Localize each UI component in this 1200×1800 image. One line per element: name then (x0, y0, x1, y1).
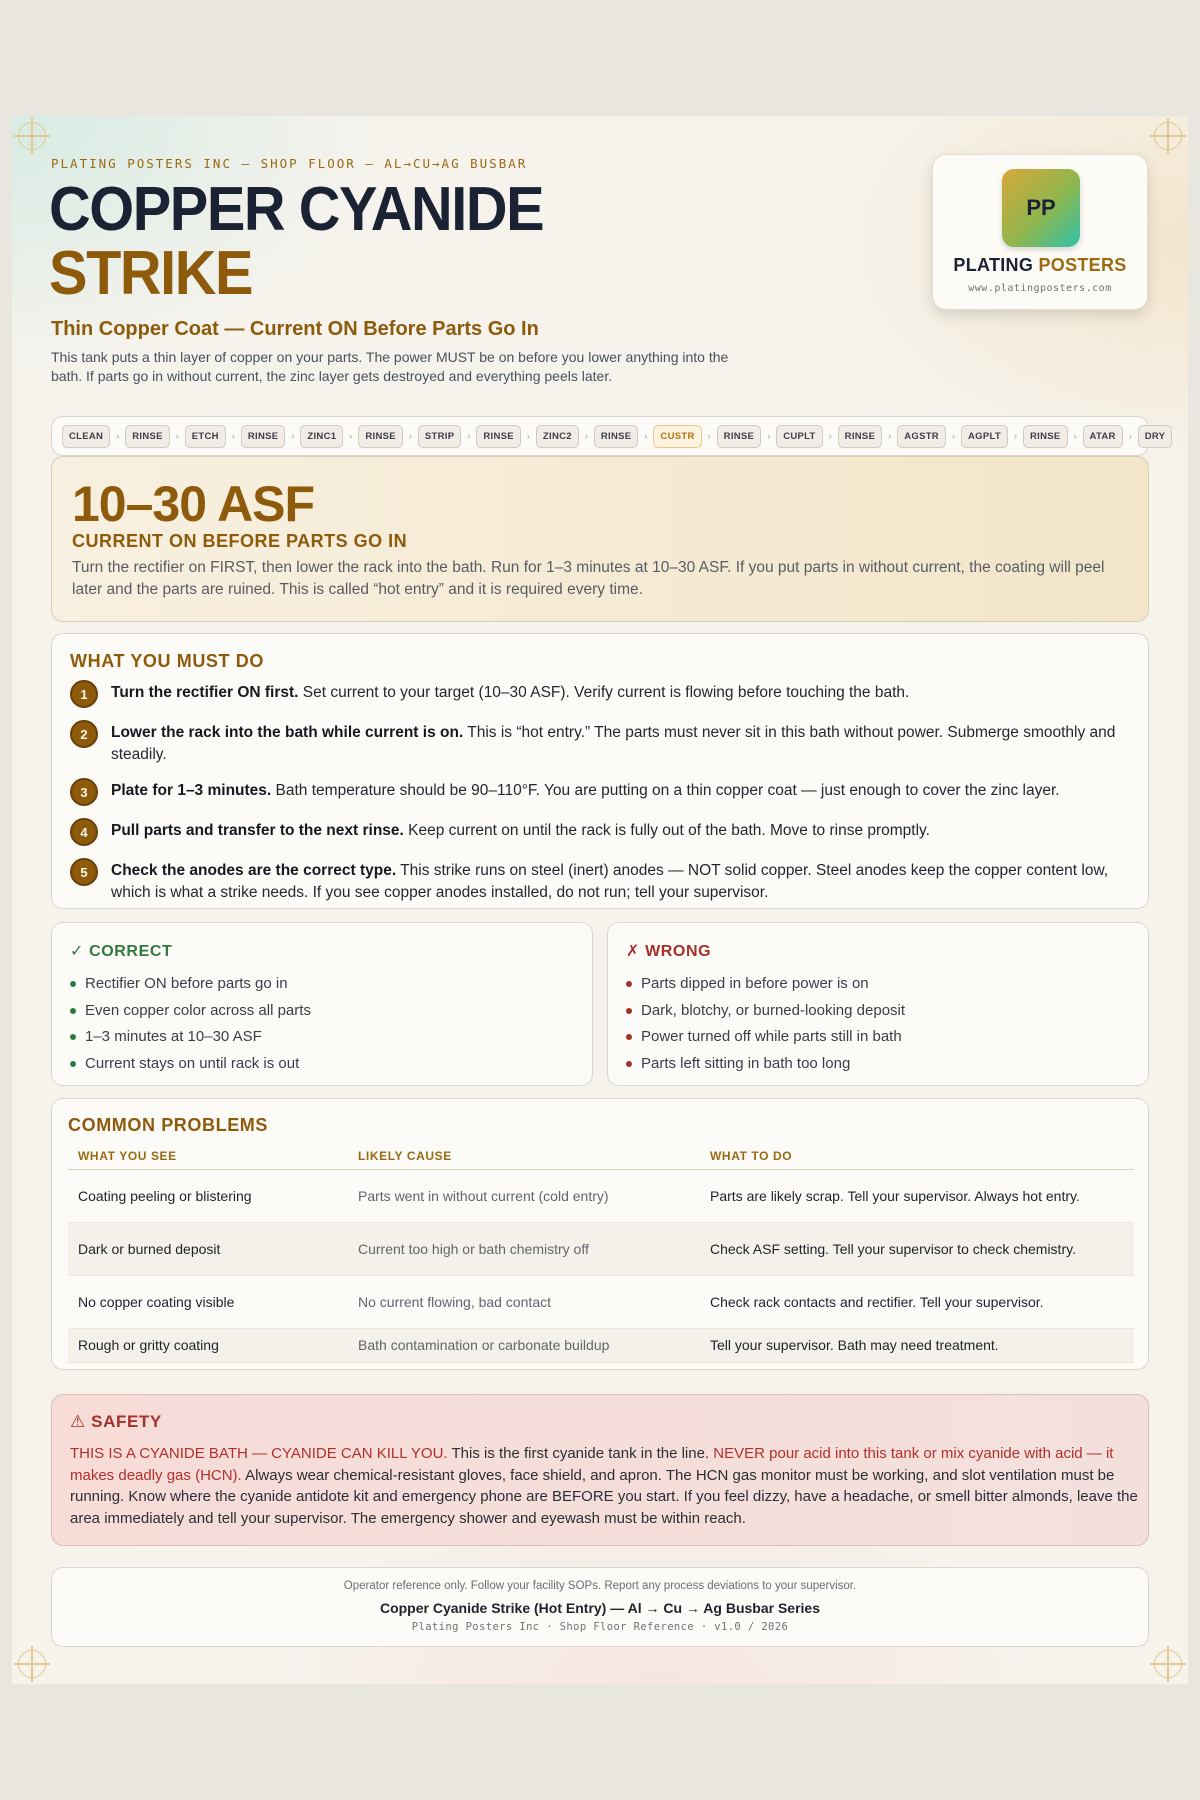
bullet-icon (70, 1034, 76, 1040)
step-detail: This is “hot entry.” The parts must never sit in this bath without power. Submerge smoothly and steadily. (111, 724, 1116, 763)
chevron-right-icon: › (707, 431, 711, 441)
process-step-chip: CUSTR (653, 425, 701, 448)
safety-panel (51, 1394, 1149, 1546)
column-header: WHAT TO DO (700, 1144, 1134, 1170)
chevron-right-icon: › (467, 431, 471, 441)
list-item (70, 818, 1136, 846)
correct-card (51, 922, 593, 1086)
chevron-right-icon: › (175, 431, 179, 441)
list-item (70, 778, 1136, 806)
wrong-heading (626, 941, 711, 961)
step-detail: This strike runs on steel (inert) anodes — NOT solid copper. Steel anodes keep the copper content low, which is what a strike needs. If you see copper anodes installed, do not run; tell your supervisor. (111, 862, 1109, 901)
must-do-card (51, 633, 1149, 909)
list-item (70, 680, 1136, 708)
intro-text: This tank puts a thin layer of copper on your parts. The power MUST be on before you lower anything into the bath. If parts go in without current, the zinc layer gets destroyed and everything peels later. (51, 349, 729, 384)
page-subtitle: Thin Copper Coat — Current ON Before Parts Go In (51, 318, 539, 340)
chevron-right-icon: › (951, 431, 955, 441)
safety-warning-2: NEVER pour acid into this tank or mix cyanide with acid — it makes deadly gas (HCN). (70, 1445, 1114, 1484)
process-step-chip: RINSE (241, 425, 286, 448)
bullet-icon (626, 1008, 632, 1014)
hero-value: 10–30 ASF (72, 476, 315, 532)
safety-text-1: This is the first cyanide tank in the line. (447, 1445, 714, 1462)
step-text (111, 720, 1136, 766)
step-text (111, 858, 1136, 904)
chevron-right-icon: › (408, 431, 412, 441)
chevron-right-icon: › (291, 431, 295, 441)
list-item (70, 1051, 311, 1078)
title-line-1: COPPER CYANIDE (49, 175, 544, 244)
list-item-label: Parts dipped in before power is on (641, 975, 869, 992)
list-item (626, 971, 905, 998)
section-heading: COMMON PROBLEMS (68, 1115, 268, 1135)
table-cell: Dark or burned deposit (68, 1223, 348, 1276)
step-number-badge: 5 (70, 858, 98, 886)
list-item-label: Even copper color across all parts (85, 1001, 311, 1019)
list-item (626, 1051, 905, 1078)
chevron-right-icon: › (526, 431, 530, 441)
list-item-label: Parts left sitting in bath too long (641, 1054, 851, 1072)
step-bold: Turn the rectifier ON first. (111, 684, 299, 701)
chevron-right-icon: › (888, 431, 892, 441)
process-steps-bar (51, 416, 1166, 456)
step-bold: Lower the rack into the bath while current is on. (111, 724, 464, 741)
list-item-label: 1–3 minutes at 10–30 ASF (85, 1028, 262, 1045)
step-detail: Set current to your target (10–30 ASF). Verify current is flowing before touching the bath. (298, 684, 910, 701)
step-bold: Pull parts and transfer to the next rinse. (111, 822, 404, 839)
title-line-2: STRIKE (49, 239, 253, 308)
table-header-row (68, 1144, 1134, 1170)
crosshair-icon (18, 122, 46, 150)
chevron-right-icon: › (767, 431, 771, 441)
process-step-chip: ZINC2 (536, 425, 579, 448)
process-step-chip: RINSE (476, 425, 521, 448)
chevron-right-icon: › (1073, 431, 1077, 441)
table-cell: Check ASF setting. Tell your supervisor to check chemistry. (700, 1223, 1134, 1276)
safety-text (70, 1443, 1140, 1529)
table-row (68, 1223, 1134, 1276)
table-row (68, 1329, 1134, 1363)
process-step-chip: RINSE (1023, 425, 1068, 448)
chevron-right-icon: › (828, 431, 832, 441)
hero-heading: CURRENT ON BEFORE PARTS GO IN (72, 531, 408, 551)
common-problems-card (51, 1098, 1149, 1370)
step-number-badge: 4 (70, 818, 98, 846)
list-item (626, 998, 905, 1025)
step-detail: Keep current on until the rack is fully out of the bath. Move to rinse promptly. (403, 822, 930, 839)
table-cell: Tell your supervisor. Bath may need treatment. (700, 1329, 1134, 1363)
process-step-chip: RINSE (717, 425, 762, 448)
process-step-chip: RINSE (838, 425, 883, 448)
footer-meta: Plating Posters Inc · Shop Floor Reference · v1.0 / 2026 (411, 1621, 789, 1633)
process-step-chip: CLEAN (62, 425, 110, 448)
section-heading: WHAT YOU MUST DO (70, 651, 264, 671)
logo-name (933, 255, 1147, 276)
kicker-line: PLATING POSTERS INC — SHOP FLOOR — AL→CU→AG BUSBAR (51, 156, 528, 171)
list-item-label: Current stays on until rack is out (85, 1054, 300, 1072)
process-step-chip: STRIP (418, 425, 461, 448)
crosshair-icon (1154, 1650, 1182, 1678)
table-cell: Check rack contacts and rectifier. Tell your supervisor. (700, 1276, 1134, 1329)
step-number-badge: 2 (70, 720, 98, 748)
footer-title: Copper Cyanide Strike (Hot Entry) — Al → Cu → Ag Busbar Series (379, 1600, 821, 1616)
correct-list (70, 971, 311, 1077)
cross-icon: ✗ (626, 943, 641, 960)
warning-icon: ⚠ (70, 1412, 86, 1431)
process-step-chip: CUPLT (776, 425, 822, 448)
bullet-icon (626, 981, 632, 987)
footer-note: Operator reference only. Follow your facility SOPs. Report any process deviations to your supervisor. (343, 1580, 857, 1592)
list-item (70, 998, 311, 1025)
page-title (49, 175, 580, 308)
must-do-list (70, 680, 1136, 916)
process-step-chip: DRY (1138, 425, 1173, 448)
list-item (626, 1024, 905, 1051)
step-bold: Check the anodes are the correct type. (111, 862, 397, 879)
chevron-right-icon: › (644, 431, 648, 441)
table-cell: Coating peeling or blistering (68, 1170, 348, 1223)
logo-name-part2: POSTERS (1038, 255, 1127, 275)
bullet-icon (626, 1034, 632, 1040)
process-step-chip: ZINC1 (300, 425, 343, 448)
chevron-right-icon: › (1013, 431, 1017, 441)
safety-heading-label: SAFETY (91, 1412, 162, 1431)
table-cell: Rough or gritty coating (68, 1329, 348, 1363)
wrong-heading-label: WRONG (645, 943, 712, 960)
table-cell: Parts are likely scrap. Tell your supervisor. Always hot entry. (700, 1170, 1134, 1223)
step-number-badge: 1 (70, 680, 98, 708)
chevron-right-icon: › (231, 431, 235, 441)
correct-heading-label: CORRECT (89, 943, 173, 960)
step-detail: Bath temperature should be 90–110°F. You are putting on a thin copper coat — just enough to cover the zinc layer. (271, 782, 1060, 799)
bullet-icon (70, 981, 76, 987)
chevron-right-icon: › (584, 431, 588, 441)
step-text (111, 818, 930, 842)
process-step-chip: AGSTR (897, 425, 946, 448)
list-item-label: Rectifier ON before parts go in (85, 975, 288, 992)
process-step-chip: AGPLT (961, 425, 1008, 448)
checkmark-icon: ✓ (70, 943, 85, 960)
chevron-right-icon: › (349, 431, 353, 441)
table-cell: Parts went in without current (cold entry) (348, 1170, 700, 1223)
table-cell: No current flowing, bad contact (348, 1276, 700, 1329)
problems-table (68, 1144, 1134, 1363)
list-item (70, 720, 1136, 766)
process-step-chip: RINSE (594, 425, 639, 448)
column-header: LIKELY CAUSE (348, 1144, 700, 1170)
table-row (68, 1276, 1134, 1329)
wrong-list (626, 971, 905, 1077)
step-text (111, 778, 1060, 802)
process-step-chip: RINSE (125, 425, 170, 448)
step-number-badge: 3 (70, 778, 98, 806)
process-step-chip: ATAR (1083, 425, 1123, 448)
safety-heading (70, 1412, 162, 1432)
list-item-label: Dark, blotchy, or burned-looking deposit (641, 1001, 906, 1019)
crosshair-icon (1154, 122, 1182, 150)
logo-mark-text: PP (1026, 195, 1056, 220)
poster (12, 116, 1188, 1684)
hero-text: Turn the rectifier on FIRST, then lower the rack into the bath. Run for 1–3 minutes at 10–30 ASF. If you put parts in without current, the coating will peel later and the parts are ruined. This is called “hot entry” and it is required every time. (72, 559, 1105, 598)
safety-text-2: Always wear chemical-resistant gloves, face shield, and apron. The HCN gas monitor must be working, and slot ventilation must be running. Know where the cyanide antidote kit and emergency phone are BEFORE you start. If you feel dizzy, have a headache, or smell bitter almonds, leave the area immediately and tell your supervisor. The emergency shower and eyewash must be within reach. (70, 1466, 1138, 1527)
logo-name-part1: PLATING (953, 255, 1034, 275)
crosshair-icon (18, 1650, 46, 1678)
column-header: WHAT YOU SEE (68, 1144, 348, 1170)
hero-panel (51, 456, 1149, 622)
table-cell: Current too high or bath chemistry off (348, 1223, 700, 1276)
wrong-card (607, 922, 1149, 1086)
process-step-chip: ETCH (185, 425, 226, 448)
footer (51, 1567, 1149, 1647)
table-row (68, 1170, 1134, 1223)
logo-url: www.platingposters.com (968, 283, 1112, 294)
table-cell: Bath contamination or carbonate buildup (348, 1329, 700, 1363)
step-bold: Plate for 1–3 minutes. (111, 782, 272, 799)
list-item-label: Power turned off while parts still in bath (641, 1028, 902, 1045)
list-item (70, 1024, 311, 1051)
list-item (70, 858, 1136, 904)
step-text (111, 680, 909, 704)
safety-warning-1: THIS IS A CYANIDE BATH — CYANIDE CAN KILL YOU. (70, 1445, 448, 1462)
chevron-right-icon: › (116, 431, 120, 441)
bullet-icon (70, 1061, 76, 1067)
table-cell: No copper coating visible (68, 1276, 348, 1329)
bullet-icon (70, 1008, 76, 1014)
correct-heading (70, 941, 172, 961)
list-item (70, 971, 311, 998)
logo-card (932, 154, 1148, 310)
logo-icon (1002, 169, 1080, 247)
process-step-chip: RINSE (358, 425, 403, 448)
bullet-icon (626, 1061, 632, 1067)
chevron-right-icon: › (1128, 431, 1132, 441)
